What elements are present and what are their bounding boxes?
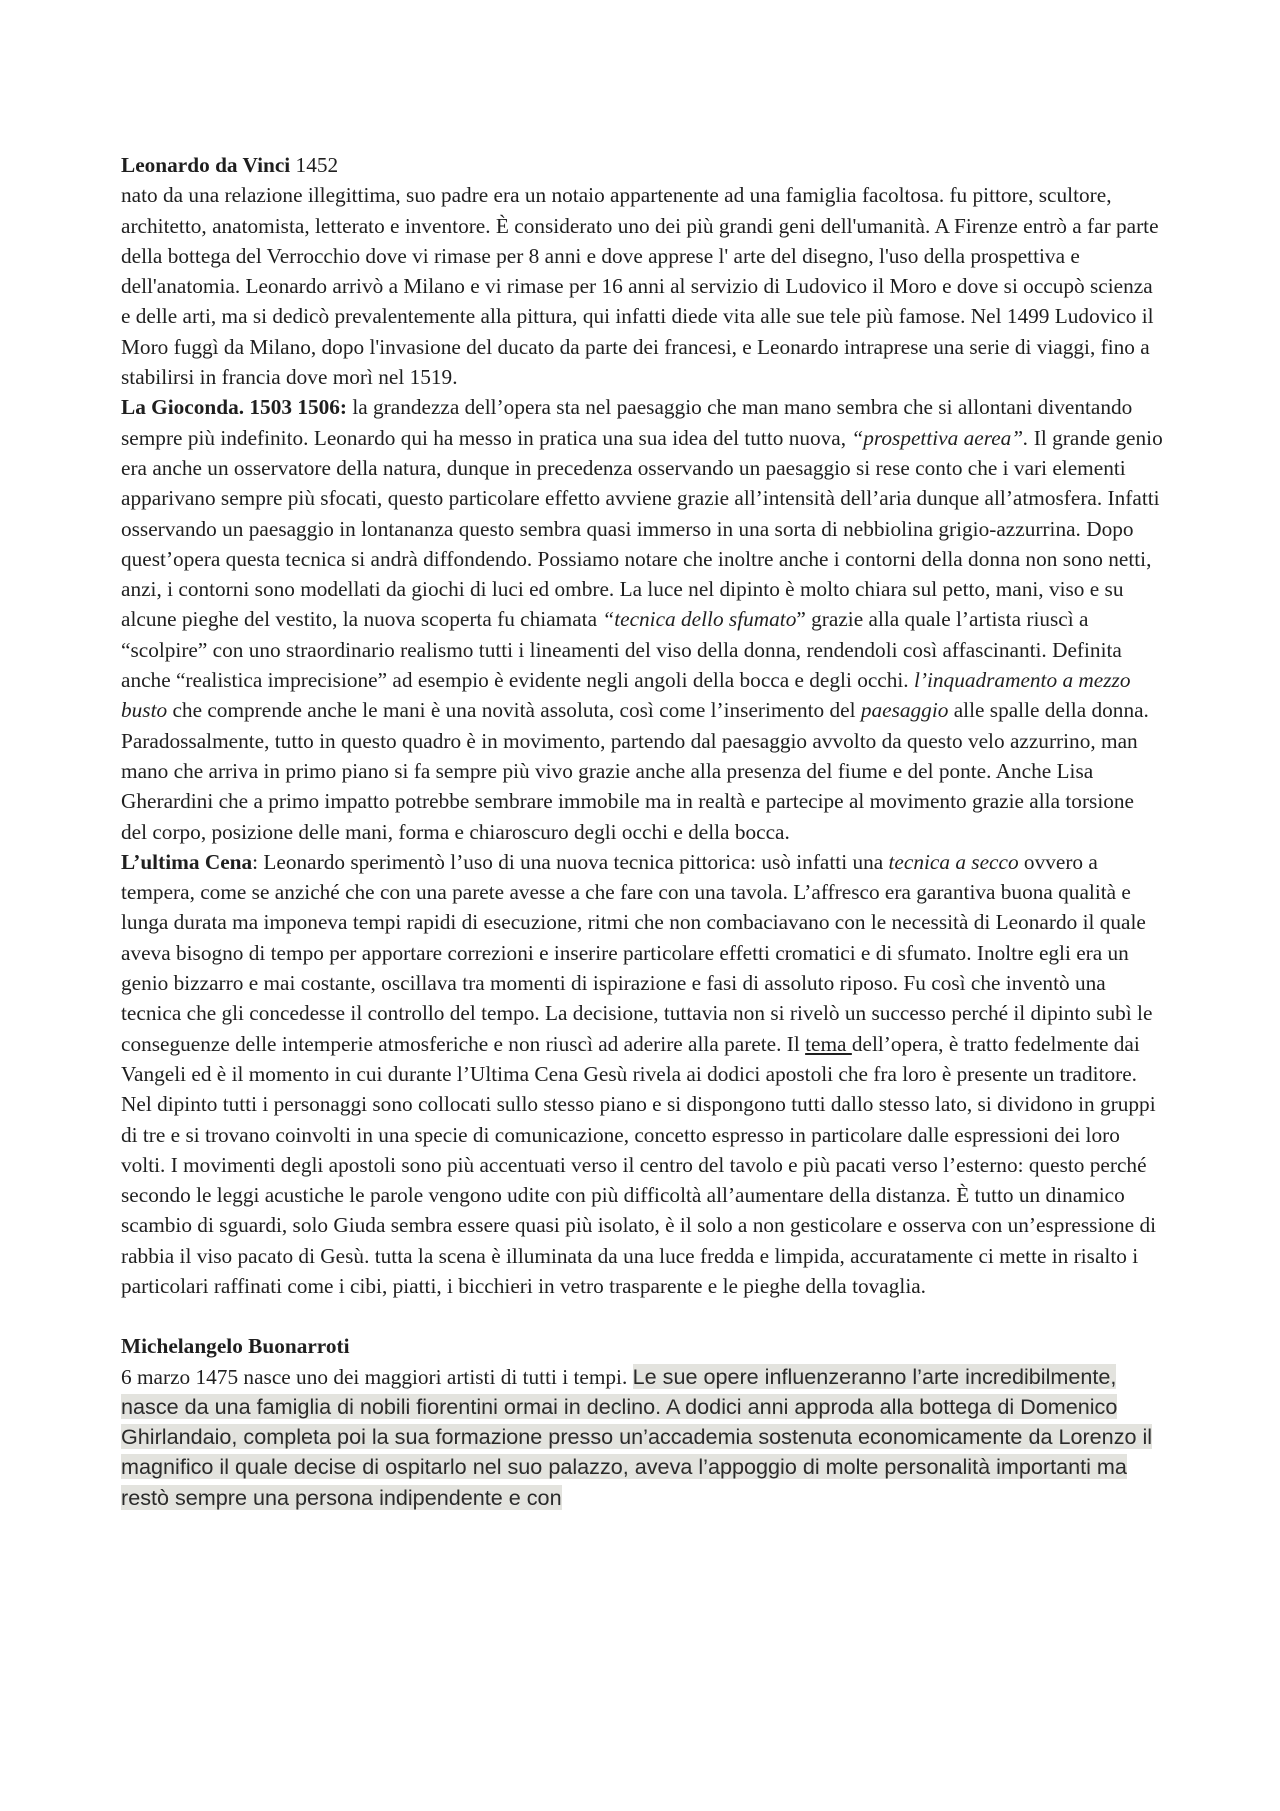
gioconda-text: Il grande genio era anche un osservatore della natura, dunque in precedenza osservando un paesaggio si rese conto che i vari elementi apparivano sempre più sfocati, questo particolare effetto avviene grazie all’intensità dell’aria dunque all’atmosfera. Infatti osservando un paesaggio in lontananza questo sembra quasi immerso in una sorta di nebbiolina grigio-azzurrina. Dopo quest’opera questa tecnica si andrà diffondendo. Possiamo notare che inoltre anche i contorni della donna non sono netti, anzi, i contorni sono modellati da giochi di luci ed ombre. La luce nel dipinto è molto chiara sul petto, mani, viso e su alcune pieghe del vestito, la nuova scoperta fu chiamata <box>121 425 1163 632</box>
cena-text: ovvero a tempera, come se anziché che con una parete avesse a che fare con una tavola. L’affresco era garantiva buona qualità e lunga durata ma imponeva tempi rapidi di esecuzione, ritmi che non combaciavano con le necessità di Leonardo il quale aveva bisogno di tempo per apportare correzioni e inserire particolare effetti cromatici e di sfumato. Inoltre egli era un genio bizzarro e mai costante, oscillava tra momenti di ispirazione e fasi di assoluto riposo. Fu così che inventò una tecnica che gli concedesse il controllo del tempo. La decisione, tuttavia non si rivelò un successo perché il dipinto subì le conseguenze delle intemperie atmosferiche e non riuscì ad aderire alla parete. Il <box>121 849 1153 1056</box>
cena-text: dell’opera, è tratto fedelmente dai Vangeli ed è il momento in cui durante l’Ultima Cena Gesù rivela ai dodici apostoli che fra loro è presente un traditore. Nel dipinto tutti i personaggi sono collocati sullo stesso piano e si dispongono tutti dallo stesso lato, si dividono in gruppi di tre e si trovano coinvolti in una specie di comunicazione, concetto espresso in particolare dalle espressioni dei loro volti. I movimenti degli apostoli sono più accentuati verso il centro del tavolo e più pacati verso l’esterno: questo perché secondo le leggi acustiche le parole vengono udite con più difficoltà all’aumentare della distanza. È tutto un dinamico scambio di sguardi, solo Giuda sembra essere quasi più isolato, è il solo a non gesticolare e osserva con un’espressione di rabbia il viso pacato di Gesù. tutta la scena è illuminata da una luce fredda e limpida, accuratamente ci mette in risalto i particolari raffinati come i cibi, piatti, i bicchieri in vetro trasparente e le pieghe della tovaglia. <box>121 1031 1157 1298</box>
cena-text: : Leonardo sperimentò l’uso di una nuova tecnica pittorica: usò infatti una <box>252 849 889 874</box>
paragraph-gap <box>121 1301 1165 1331</box>
gioconda-italic-prospettiva: “prospettiva aerea”. <box>851 425 1029 450</box>
leonardo-section <box>121 150 1165 392</box>
leonardo-year: 1452 <box>290 153 339 177</box>
leonardo-heading: Leonardo da Vinci <box>121 153 291 177</box>
michelangelo-highlighted-text: Le sue opere influenzeranno l’arte incredibilmente, nasce da una famiglia di nobili fiorentini ormai in declino. A dodici anni approda alla bottega di Domenico Ghirlandaio, completa poi la sua formazione presso un’accademia sostenuta economicamente da Lorenzo il magnifico il quale decise di ospitarlo nel suo palazzo, aveva l’appoggio di molte personalità importanti ma restò sempre una persona indipendente e con <box>121 1363 1153 1510</box>
cena-italic-tecnica: tecnica a secco <box>888 849 1019 874</box>
gioconda-text: che comprende anche le mani è una novità assoluta, così come l’inserimento del <box>167 698 861 723</box>
cena-section <box>121 847 1165 1301</box>
cena-underlined-tema: tema <box>805 1031 852 1056</box>
michelangelo-section <box>121 1331 1165 1513</box>
gioconda-text: ” grazie alla quale l’artista riuscì a “scolpire” con uno straordinario realismo tutti i lineamenti del viso della donna, rendendoli così affascinanti. Definita anche “realistica imprecisione” ad esempio è evidente negli angoli della bocca e degli occhi. <box>121 607 1122 693</box>
cena-heading: L’ultima Cena <box>121 849 253 874</box>
gioconda-italic-inquadramento: l’inquadramento a mezzo busto <box>121 668 1131 723</box>
document-page <box>121 150 1165 1513</box>
gioconda-text: la grandezza dell’opera sta nel paesaggio che man mano sembra che si allontani diventando sempre più indefinito. Leonardo qui ha messo in pratica una sua idea del tutto nuova, <box>121 395 1133 450</box>
michelangelo-text: 6 marzo 1475 nasce uno dei maggiori artisti di tutti i tempi. <box>121 1364 633 1389</box>
gioconda-italic-sfumato: “tecnica dello sfumato <box>602 607 797 632</box>
gioconda-heading: La Gioconda. 1503 1506: <box>121 395 347 420</box>
gioconda-section <box>121 392 1165 846</box>
michelangelo-heading: Michelangelo Buonarroti <box>121 1334 350 1359</box>
leonardo-bio: nato da una relazione illegittima, suo padre era un notaio appartenente ad una famiglia facoltosa. fu pittore, scultore, architetto, anatomista, letterato e inventore. È considerato uno dei più grandi geni dell'umanità. A Firenze entrò a far parte della bottega del Verrocchio dove vi rimase per 8 anni e dove apprese l' arte del disegno, l'uso della prospettiva e dell'anatomia. Leonardo arrivò a Milano e vi rimase per 16 anni al servizio di Ludovico il Moro e dove si occupò scienza e delle arti, ma si dedicò prevalentemente alla pittura, qui infatti diede vita alle sue tele più famose. Nel 1499 Ludovico il Moro fuggì da Milano, dopo l'invasione del ducato da parte dei francesi, e Leonardo intraprese una serie di viaggi, fino a stabilirsi in francia dove morì nel 1519. <box>121 183 1159 390</box>
gioconda-text: alle spalle della donna. Paradossalmente, tutto in questo quadro è in movimento, partendo dal paesaggio avvolto da questo velo azzurrino, man mano che arriva in primo piano si fa sempre più vivo grazie anche alla presenza del fiume e del ponte. Anche Lisa Gherardini che a primo impatto potrebbe sembrare immobile ma in realtà e partecipe al movimento grazie alla torsione del corpo, posizione delle mani, forma e chiaroscuro degli occhi e della bocca. <box>121 698 1149 844</box>
gioconda-italic-paesaggio: paesaggio <box>860 698 949 723</box>
